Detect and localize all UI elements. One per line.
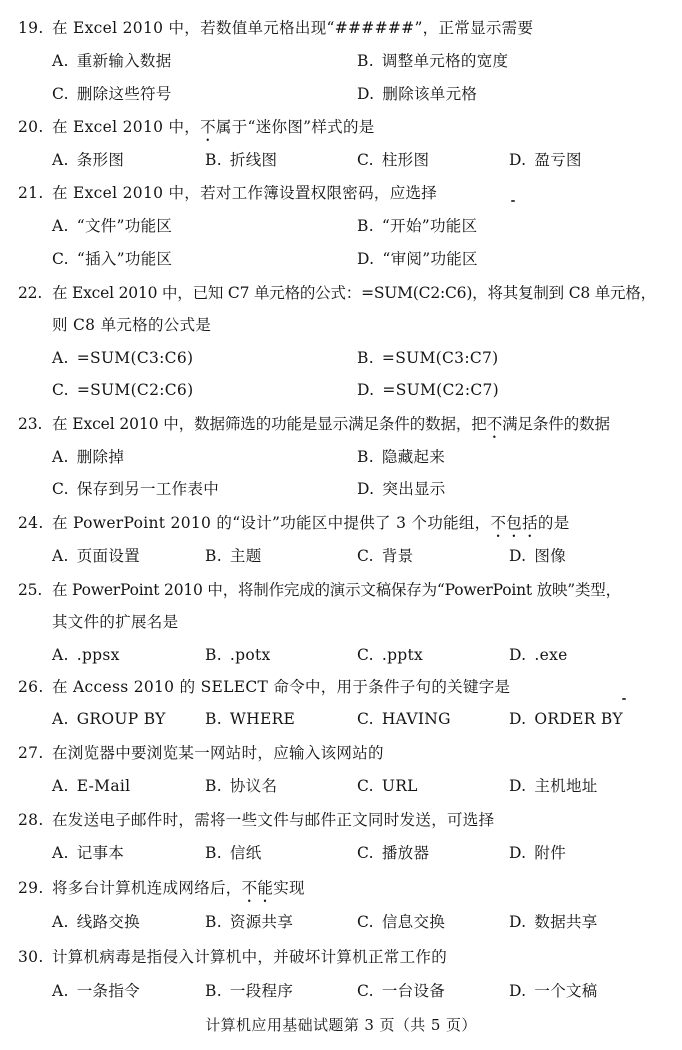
option-letter: D. bbox=[509, 710, 527, 728]
scan-speck bbox=[511, 200, 515, 202]
option-letter: D. bbox=[357, 381, 375, 399]
option-21-b bbox=[357, 210, 477, 242]
option-letter: D. bbox=[509, 844, 527, 862]
option-22-c bbox=[52, 374, 193, 406]
question-20-stem bbox=[18, 111, 375, 143]
option-letter: B. bbox=[205, 982, 222, 1000]
question-text: 在 Excel 2010 中，若数值单元格出现“######”，正常显示需要 bbox=[52, 19, 534, 37]
option-19-c bbox=[52, 78, 172, 110]
option-23-b bbox=[357, 441, 445, 473]
option-20-d bbox=[509, 144, 582, 176]
option-letter: D. bbox=[509, 547, 527, 565]
option-25-b bbox=[205, 639, 271, 671]
option-text: 页面设置 bbox=[76, 547, 140, 565]
option-letter: A. bbox=[52, 547, 69, 565]
option-text: 一台设备 bbox=[381, 982, 446, 1000]
option-letter: C. bbox=[357, 646, 374, 664]
option-27-d bbox=[509, 770, 598, 802]
question-number: 23. bbox=[18, 415, 43, 433]
option-27-a bbox=[52, 770, 130, 802]
option-text: 背景 bbox=[381, 547, 414, 565]
emphasized-text: 不 bbox=[486, 415, 503, 433]
option-text: “审阅”功能区 bbox=[382, 250, 478, 268]
option-letter: C. bbox=[357, 913, 374, 931]
option-letter: B. bbox=[205, 913, 222, 931]
option-text: 主题 bbox=[229, 547, 262, 565]
option-19-b bbox=[357, 45, 508, 77]
option-21-d bbox=[357, 243, 478, 275]
option-letter: A. bbox=[52, 710, 69, 728]
option-28-a bbox=[52, 837, 124, 869]
option-21-c bbox=[52, 243, 172, 275]
option-text: 盈亏图 bbox=[534, 151, 582, 169]
option-30-b bbox=[205, 975, 293, 1007]
question-21-stem bbox=[18, 177, 437, 209]
option-text: 信息交换 bbox=[381, 913, 446, 931]
question-text: 计算机病毒是指侵入计算机中，并破坏计算机正常工作的 bbox=[52, 948, 448, 966]
question-number: 20. bbox=[18, 118, 44, 136]
question-number: 22. bbox=[18, 284, 43, 302]
option-text: .exe bbox=[534, 646, 568, 664]
option-text: 保存到另一工作表中 bbox=[76, 480, 220, 498]
option-letter: A. bbox=[52, 52, 69, 70]
option-text: 信纸 bbox=[229, 844, 262, 862]
option-20-c bbox=[357, 144, 429, 176]
option-letter: C. bbox=[357, 547, 374, 565]
option-text: 协议名 bbox=[229, 777, 278, 795]
option-25-c bbox=[357, 639, 423, 671]
option-20-a bbox=[52, 144, 124, 176]
option-23-a bbox=[52, 441, 124, 473]
option-letter: A. bbox=[52, 151, 69, 169]
option-text: 主机地址 bbox=[534, 777, 598, 795]
option-text: 调整单元格的宽度 bbox=[381, 52, 509, 70]
question-number: 25. bbox=[18, 581, 43, 599]
option-letter: D. bbox=[357, 85, 375, 103]
option-28-c bbox=[357, 837, 429, 869]
question-22-stem-continued: 则 C8 单元格的公式是 bbox=[52, 316, 212, 334]
option-25-d bbox=[509, 639, 568, 671]
option-text: ORDER BY bbox=[534, 710, 623, 728]
option-letter: C. bbox=[52, 250, 69, 268]
option-text: 播放器 bbox=[381, 844, 430, 862]
option-24-a bbox=[52, 540, 140, 572]
question-22-stem bbox=[18, 277, 656, 309]
option-22-a bbox=[52, 342, 193, 374]
option-letter: B. bbox=[205, 151, 222, 169]
option-text: 重新输入数据 bbox=[76, 52, 172, 70]
option-29-c bbox=[357, 906, 445, 938]
option-20-b bbox=[205, 144, 277, 176]
option-letter: B. bbox=[357, 217, 374, 235]
option-22-b bbox=[357, 342, 499, 374]
question-number: 29. bbox=[18, 879, 44, 897]
option-29-a bbox=[52, 906, 140, 938]
option-letter: D. bbox=[509, 913, 527, 931]
option-26-a bbox=[52, 703, 166, 735]
question-27-stem bbox=[18, 737, 384, 769]
question-number: 24. bbox=[18, 514, 44, 532]
option-text: 删除掉 bbox=[76, 448, 125, 466]
question-text: 在 Excel 2010 中，数据筛选的功能是显示满足条件的数据，把 bbox=[52, 415, 487, 433]
option-23-d bbox=[357, 473, 446, 505]
option-text: 数据共享 bbox=[534, 913, 598, 931]
option-text: HAVING bbox=[381, 710, 451, 728]
option-letter: C. bbox=[357, 710, 374, 728]
option-letter: C. bbox=[357, 777, 374, 795]
option-letter: A. bbox=[52, 777, 69, 795]
option-text: 隐藏起来 bbox=[381, 448, 446, 466]
question-23-stem bbox=[18, 408, 610, 440]
option-text: URL bbox=[381, 777, 418, 795]
option-letter: D. bbox=[357, 480, 375, 498]
question-text: 的是 bbox=[537, 514, 570, 532]
question-text: 属于“迷你图”样式的是 bbox=[215, 118, 375, 136]
option-30-d bbox=[509, 975, 598, 1007]
question-number: 27. bbox=[18, 744, 44, 762]
scan-speck bbox=[622, 698, 626, 700]
option-24-d bbox=[509, 540, 566, 572]
option-letter: C. bbox=[357, 982, 374, 1000]
question-text: 在浏览器中要浏览某一网站时，应输入该网站的 bbox=[52, 744, 384, 762]
option-letter: B. bbox=[357, 349, 374, 367]
option-text: 删除这些符号 bbox=[76, 85, 172, 103]
question-text: 实现 bbox=[273, 879, 305, 897]
option-24-b bbox=[205, 540, 262, 572]
option-text: 记事本 bbox=[76, 844, 125, 862]
option-text: WHERE bbox=[229, 710, 296, 728]
option-text: “开始”功能区 bbox=[381, 217, 478, 235]
question-text: 满足条件的数据 bbox=[502, 415, 610, 433]
option-letter: A. bbox=[52, 349, 69, 367]
option-letter: B. bbox=[205, 646, 222, 664]
option-letter: B. bbox=[205, 777, 222, 795]
question-28-stem bbox=[18, 804, 494, 836]
option-letter: A. bbox=[52, 982, 69, 1000]
option-27-b bbox=[205, 770, 277, 802]
option-text: 图像 bbox=[534, 547, 567, 565]
option-19-a bbox=[52, 45, 172, 77]
question-number: 30. bbox=[18, 948, 44, 966]
question-number: 26. bbox=[18, 678, 44, 696]
emphasized-text: 不能 bbox=[241, 879, 274, 897]
question-text: 在 Access 2010 的 SELECT 命令中，用于条件子句的关键字是 bbox=[52, 678, 511, 696]
option-28-d bbox=[509, 837, 566, 869]
option-letter: A. bbox=[52, 448, 69, 466]
option-text: =SUM(C3:C6) bbox=[76, 349, 194, 367]
question-29-stem bbox=[18, 872, 305, 904]
option-text: 一条指令 bbox=[76, 982, 140, 1000]
option-text: “文件”功能区 bbox=[76, 217, 173, 235]
option-text: 附件 bbox=[534, 844, 567, 862]
option-24-c bbox=[357, 540, 413, 572]
question-text: 在发送电子邮件时，需将一些文件与邮件正文同时发送，可选择 bbox=[52, 811, 495, 829]
option-text: =SUM(C3:C7) bbox=[381, 349, 499, 367]
option-30-a bbox=[52, 975, 140, 1007]
option-text: E-Mail bbox=[76, 777, 131, 795]
page-footer: 计算机应用基础试题第 3 页（共 5 页） bbox=[205, 1016, 477, 1034]
question-text: 在 Excel 2010 中，已知 C7 单元格的公式：=SUM(C2:C6)，将其复制到 C8 单元格， bbox=[52, 284, 656, 302]
option-text: 突出显示 bbox=[382, 480, 446, 498]
option-30-c bbox=[357, 975, 445, 1007]
option-text: 一段程序 bbox=[229, 982, 294, 1000]
option-text: 柱形图 bbox=[381, 151, 430, 169]
option-letter: C. bbox=[52, 85, 69, 103]
question-25-stem-continued: 其文件的扩展名是 bbox=[52, 613, 179, 631]
option-26-b bbox=[205, 703, 295, 735]
question-text: 在 Excel 2010 中， bbox=[52, 118, 201, 136]
question-text: 在 PowerPoint 2010 的“设计”功能区中提供了 3 个功能组， bbox=[52, 514, 491, 532]
option-29-b bbox=[205, 906, 293, 938]
option-letter: B. bbox=[205, 710, 222, 728]
option-letter: C. bbox=[52, 381, 69, 399]
option-text: GROUP BY bbox=[76, 710, 166, 728]
option-letter: B. bbox=[205, 844, 222, 862]
question-text: 在 Excel 2010 中，若对工作簿设置权限密码，应选择 bbox=[52, 184, 438, 202]
option-letter: C. bbox=[357, 844, 374, 862]
option-text: .ppsx bbox=[76, 646, 120, 664]
option-letter: B. bbox=[357, 448, 374, 466]
question-26-stem bbox=[18, 671, 510, 703]
option-letter: D. bbox=[509, 646, 527, 664]
question-19-stem bbox=[18, 12, 533, 44]
option-letter: B. bbox=[357, 52, 374, 70]
option-letter: C. bbox=[357, 151, 374, 169]
option-text: =SUM(C2:C6) bbox=[76, 381, 194, 399]
option-text: 删除该单元格 bbox=[382, 85, 478, 103]
option-letter: A. bbox=[52, 913, 69, 931]
question-30-stem bbox=[18, 941, 447, 973]
option-28-b bbox=[205, 837, 262, 869]
question-25-stem bbox=[18, 574, 621, 606]
option-letter: B. bbox=[205, 547, 222, 565]
option-26-d bbox=[509, 703, 623, 735]
question-number: 28. bbox=[18, 811, 44, 829]
option-text: 条形图 bbox=[76, 151, 125, 169]
question-24-stem bbox=[18, 507, 570, 539]
option-29-d bbox=[509, 906, 598, 938]
option-text: 一个文稿 bbox=[534, 982, 598, 1000]
option-26-c bbox=[357, 703, 451, 735]
option-letter: A. bbox=[52, 646, 69, 664]
question-text: 在 PowerPoint 2010 中，将制作完成的演示文稿保存为“PowerPoint 放映”类型， bbox=[52, 581, 621, 599]
option-text: “插入”功能区 bbox=[76, 250, 173, 268]
option-letter: D. bbox=[509, 982, 527, 1000]
option-letter: A. bbox=[52, 217, 69, 235]
question-number: 21. bbox=[18, 184, 44, 202]
option-text: 折线图 bbox=[229, 151, 278, 169]
option-text: 资源共享 bbox=[229, 913, 294, 931]
option-27-c bbox=[357, 770, 418, 802]
option-22-d bbox=[357, 374, 499, 406]
option-text: .pptx bbox=[381, 646, 424, 664]
option-21-a bbox=[52, 210, 172, 242]
option-text: 线路交换 bbox=[76, 913, 140, 931]
option-25-a bbox=[52, 639, 120, 671]
option-text: .potx bbox=[229, 646, 271, 664]
option-letter: D. bbox=[357, 250, 375, 268]
option-letter: A. bbox=[52, 844, 69, 862]
option-letter: D. bbox=[509, 777, 527, 795]
option-letter: D. bbox=[509, 151, 527, 169]
option-23-c bbox=[52, 473, 219, 505]
emphasized-text: 不 bbox=[200, 118, 216, 136]
option-letter: C. bbox=[52, 480, 69, 498]
emphasized-text: 不包括 bbox=[490, 514, 538, 532]
question-number: 19. bbox=[18, 19, 44, 37]
question-text: 将多台计算机连成网络后， bbox=[52, 879, 242, 897]
option-19-d bbox=[357, 78, 477, 110]
option-text: =SUM(C2:C7) bbox=[382, 381, 500, 399]
